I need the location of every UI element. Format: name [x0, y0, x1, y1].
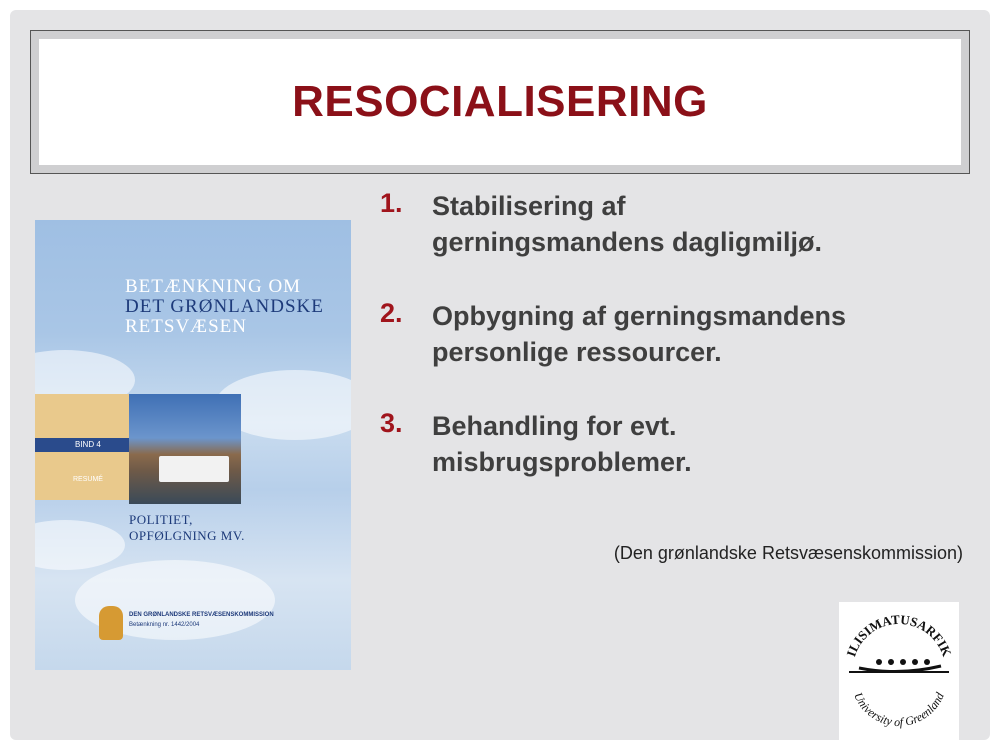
list-text-line1: Stabilisering af — [432, 191, 626, 221]
cover-subtitle-line1: POLITIET, — [129, 512, 193, 527]
commission-logo — [99, 606, 123, 640]
title-box — [39, 39, 961, 165]
cover-report-number: Betænkning nr. 1442/2004 — [129, 622, 200, 628]
cover-resume-label: RESUMÉ — [73, 476, 103, 483]
boat-shape — [159, 456, 229, 482]
cover-title-line2: DET GRØNLANDSKE — [125, 296, 324, 317]
list-number: 2. — [380, 298, 403, 328]
list-text-line1: Opbygning af gerningsmandens — [432, 301, 847, 331]
slide-title: RESOCIALISERING — [292, 77, 708, 126]
list-item — [380, 408, 970, 480]
svg-text:University of Greenland: University of Greenland — [851, 690, 947, 730]
book-cover-image — [35, 220, 351, 670]
list-number: 1. — [380, 188, 403, 218]
cover-title-line1: BETÆNKNING OM — [125, 276, 302, 297]
cover-bind-label: BIND 4 — [35, 438, 129, 452]
cover-photo — [129, 394, 241, 504]
cover-subtitle-line2: OPFØLGNING MV. — [129, 528, 245, 543]
list-item — [380, 298, 970, 370]
source-citation: (Den grønlandske Retsvæsenskommission) — [613, 543, 963, 563]
list-text-line2: misbrugsproblemer. — [432, 447, 692, 477]
list-item — [380, 188, 970, 260]
numbered-list — [380, 188, 970, 506]
slide — [10, 10, 990, 740]
svg-text:ILISIMATUSARFIK: ILISIMATUSARFIK — [843, 611, 955, 659]
list-text-line2: personlige ressourcer. — [432, 337, 722, 367]
university-seal-logo — [839, 602, 959, 740]
cover-title-line3: RETSVÆSEN — [125, 316, 247, 337]
cover-commission: DEN GRØNLANDSKE RETSVÆSENSKOMMISSION — [129, 612, 274, 618]
list-text-line2: gerningsmandens dagligmiljø. — [432, 227, 823, 257]
list-number: 3. — [380, 408, 403, 438]
list-text-line1: Behandling for evt. — [432, 411, 677, 441]
title-frame — [30, 30, 970, 174]
